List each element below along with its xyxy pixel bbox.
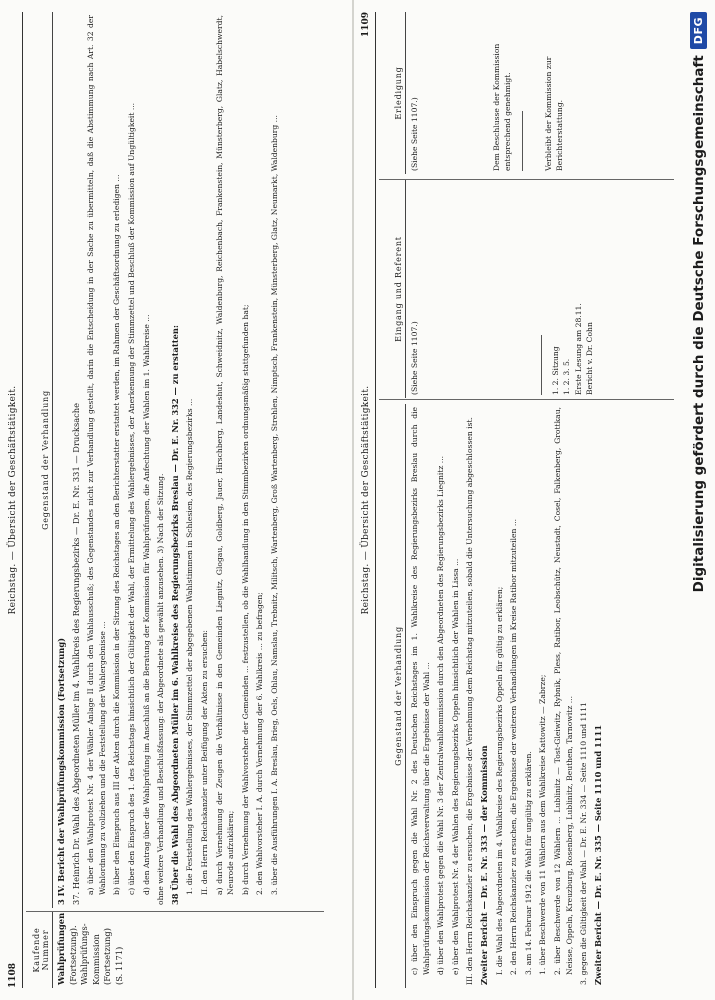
entry: 3 IV. Bericht der Wahlprüfungskommission (Fortsetzung) bbox=[56, 637, 66, 905]
outcome-note: Dem Beschlusse der Kommission entsprechend genehmigt. bbox=[491, 43, 513, 171]
entry: 1. die Feststellung des Wahlergebnisses, der Stimmzettel der abgegebenen Wahlstimmen in Schlesien, des Regierungsbezirks ... bbox=[185, 398, 195, 895]
right-outcome-column bbox=[379, 12, 674, 174]
entry: I. die Wahl des Abgeordneten im 4. Wahlkreise des Regierungsbezirks Oppeln für gültig zu erklären; bbox=[494, 586, 504, 975]
right-column-header-1: Gegenstand der Verhandlung bbox=[379, 404, 406, 988]
right-column-header-2: Eingang und Referent bbox=[379, 180, 406, 398]
entry: 2. den Wahlvorsteher I. A. durch Vernehmung der 6. Wahlkreis ... zu befragen; bbox=[255, 592, 265, 895]
right-main-column bbox=[379, 404, 674, 988]
entry: c) über den Einspruch des 1. des Reichstags hinsichtlich der Gültigkeit der Wahl, der Ermittelung des Wahlergebnisses, der Anerkennung der Stimmzettel und Beschluß der Kommission auf Ungültigkeit ... bbox=[126, 102, 136, 895]
entry: ohne weitere Verhandlung und Beschlußfassung: der Abgeordnete als gewählt anzusehen. 3) Nach der Sitzung. bbox=[156, 473, 166, 905]
entry: b) über den Einspruch aus III der Akten durch die Kommission in der Sitzung des Reichstages an den Berichterstatter erstattet werden, im Rahmen der Geschäftsordnung zu erledigen ... bbox=[112, 174, 122, 895]
right-page-number: 1109 bbox=[361, 12, 371, 38]
left-page-header bbox=[6, 12, 23, 988]
referent-note: 1. 2. 3. 5. bbox=[562, 358, 572, 395]
separator-rule bbox=[522, 111, 523, 171]
referent-note: Bericht v. Dr. Cohn bbox=[585, 322, 595, 395]
left-column-header-2: Gegenstand der Verhandlung bbox=[26, 12, 53, 908]
entry: 3. am 14. Februar 1912 die Wahl für ungültig zu erklären. bbox=[523, 751, 533, 975]
entry: d) über den Wahlprotest gegen die Wahl Nr. 3 der Zentralwahlkommission durch den Abgeordneten des Regierungsbezirks Liegnitz ... bbox=[436, 455, 446, 975]
entry: 1. über Beschwerde von 11 Wählern aus dem Wahlkreise Kattowitz — Zabrze; bbox=[538, 674, 548, 975]
entry: e) über den Wahlprotest Nr. 4 der Wahlen des Regierungsbezirks Oppeln hinsichtlich der Wahlen in Lissa ... bbox=[450, 558, 460, 975]
right-column-header-3: Erledigung bbox=[379, 12, 406, 174]
entry: c) über den Einspruch gegen die Wahl Nr. 2 des Deutschen Reichstages im 1. Wahlkreise des Regierungsbezirks Breslau durch die Wahlprüfungskommission der Reichsverwaltung über die Ergebnisse der Wahl ... bbox=[410, 407, 431, 975]
right-page-header-title: Reichstag. — Übersicht der Geschäftstätigkeit. bbox=[361, 385, 371, 615]
referent-note: 1. 2. Sitzung bbox=[550, 346, 560, 395]
margin-note: Wahlprüfungs- bbox=[79, 923, 90, 985]
entry: b) durch Vernehmung der Wahlvorsteher der Gemeinden ... festzustellen, ob die Wahlhandlung in den Stimmbezirken ordnungsmäßig stattgefunden hat; bbox=[240, 304, 250, 895]
outcome-note: Verbleibt der Kommission zur Berichterstattung. bbox=[543, 56, 565, 171]
margin-note: (Fortsetzung). bbox=[67, 925, 78, 985]
left-page-header-title: Reichstag. — Übersicht der Geschäftstätigkeit. bbox=[8, 385, 18, 615]
left-page-number: 1108 bbox=[8, 962, 18, 988]
outcome-note: (Siehe Seite 1107.) bbox=[410, 97, 419, 171]
right-page-content bbox=[353, 0, 680, 1000]
entry: 3. über die Ausführungen I. A. Breslau, Brieg, Oels, Ohlau, Namslau, Trebnitz, Militsch, Wartenberg, Groß Wartenberg, Strehlen, Nimptsch, Frankenstein, Münsterberg, Glatz, Neumarkt, Waldenburg ... bbox=[269, 115, 279, 895]
dfg-logo-icon: DFG bbox=[690, 12, 707, 49]
right-referent-column bbox=[379, 180, 674, 398]
left-page bbox=[0, 0, 353, 1000]
entry: III. den Herrn Reichskanzler zu ersuchen, die Ergebnisse der Vernehmung dem Reichstag mitzuteilen, sobald die Untersuchung abgeschlossen ist. bbox=[465, 417, 475, 985]
entry: II. den Herrn Reichskanzler unter Beifügung der Akten zu ersuchen: bbox=[199, 630, 209, 895]
referent-note: Erste Lesung am 28.11. bbox=[573, 303, 583, 395]
left-main-column bbox=[26, 12, 324, 908]
entry: 2. über Beschwerde von 12 Wählern ... Lublinitz — Tost-Gleiwitz, Rybnik, Pless, Ratibor, Leobschütz, Neustadt, Cosel, Falkenberg, Grottkau, Neisse, Oppeln, Kreuzburg, Rosenberg, Lublinitz, Beuthen, Tarnowitz ... bbox=[552, 407, 574, 975]
left-column-header-1: Kaufende Nummer bbox=[26, 912, 53, 988]
left-page-content bbox=[0, 0, 330, 1000]
entry: 3. gegen die Gültigkeit der Wahl — Dr. E. Nr. 334 — Seite 1110 und 1111 bbox=[579, 702, 589, 985]
right-page-header bbox=[359, 12, 376, 988]
margin-note: (Fortsetzung) bbox=[102, 928, 113, 985]
margin-note: (S. 1171) bbox=[113, 946, 124, 985]
entry: a) durch Vernehmung der Zeugen die Verhältnisse in den Gemeinden Liegnitz, Glogau, Goldberg, Jauer, Hirschberg, Landeshut, Schweidnitz, Waldenburg, Reichenbach, Frankenstein, Münsterberg, Glatz, Habelschwerdt, Neurode aufzuklären; bbox=[214, 15, 236, 895]
right-page bbox=[353, 0, 680, 1000]
entry: 37. Heinrich Dr. Wahl des Abgeordneten Müller im 4. Wahlkreis des Regierungsbezirks — Dr. E. Nr. 331 — Drucksache bbox=[70, 402, 81, 905]
margin-note: Kommission bbox=[90, 934, 101, 985]
digitization-watermark bbox=[682, 0, 715, 1000]
margin-note: Wahlprüfungen bbox=[56, 912, 66, 985]
entry: 38 Über die Wahl des Abgeordneten Müller im 6. Wahlkreise des Regierungsbezirks Breslau — Dr. E. Nr. 332 — zu erstatten: bbox=[169, 325, 180, 905]
entry: Zweiter Bericht — Dr. E. Nr. 335 — Seite 1110 und 1111 bbox=[592, 724, 603, 985]
entry: a) über den Wahlprotest Nr. 4 der Wähler Anlage II durch den Wahlausschuß; des Gegenstandes nicht zur Verhandlung gestellt, darin die Entscheidung in der Sache zu übermitteln, daß die Abstimmung nach Art. 32 der Wahlordnung zu vollziehen und die Feststellung der Wahlergebnisse ... bbox=[86, 15, 107, 895]
entry: d) den Antrag über die Wahlprüfung im Anschluß an die Beratung der Kommission für Wahlprüfungen, die Anfechtung der Wahlen im 1. Wahlkreise ... bbox=[141, 314, 151, 895]
watermark-text: Digitalisierung gefördert durch die Deutsche Forschungsgemeinschaft bbox=[690, 55, 707, 593]
referent-note: (Siehe Seite 1107.) bbox=[410, 321, 419, 395]
entry: Zweiter Bericht — Dr. E. Nr. 333 — der Kommission bbox=[478, 745, 489, 985]
left-margin-column bbox=[26, 912, 324, 988]
separator-rule bbox=[541, 335, 542, 395]
entry: 2. den Herrn Reichskanzler zu ersuchen, die Ergebnisse der weiteren Verhandlungen im Kreise Ratibor mitzuteilen ... bbox=[509, 518, 519, 975]
